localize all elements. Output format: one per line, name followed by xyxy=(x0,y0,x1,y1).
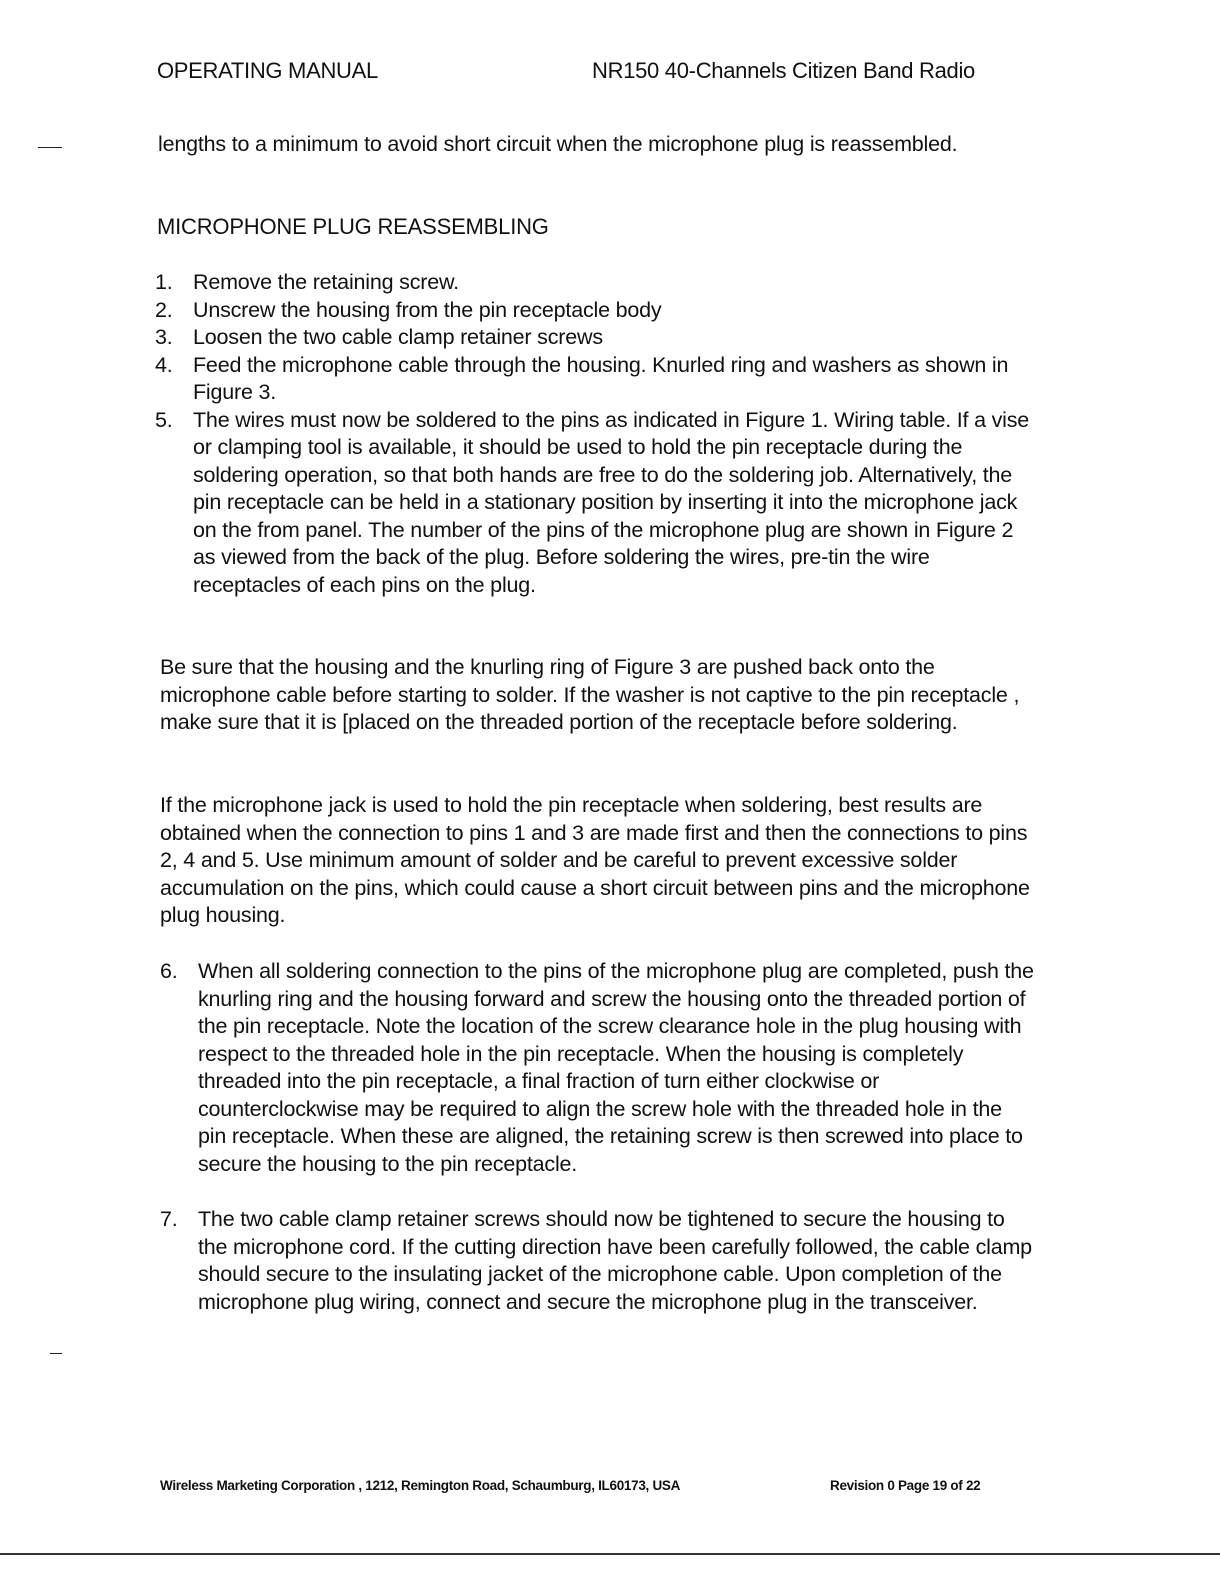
header-product: NR150 40-Channels Citizen Band Radio xyxy=(592,58,975,83)
header-title: OPERATING MANUAL xyxy=(157,58,378,83)
step-text: Remove the retaining screw. xyxy=(193,270,459,294)
step-text: Feed the microphone cable through the housing. Knurled ring and washers as shown in Figure 3. xyxy=(193,352,1009,404)
section-title: MICROPHONE PLUG REASSEMBLING xyxy=(157,214,549,239)
list-item xyxy=(155,324,1035,352)
step-text: Unscrew the housing from the pin receptacle body xyxy=(193,297,662,322)
step-number: 6. xyxy=(160,959,178,983)
footer-page-number: Revision 0 Page 19 of 22 xyxy=(830,1478,981,1493)
margin-mark xyxy=(50,1353,62,1354)
paragraph-housing: Be sure that the housing and the knurling ring of Figure 3 are pushed back onto the microphone cable before starting to solder. If the washer is not captive to the pin receptacle , make sure that it is [placed on the threaded portion of the receptacle before soldering. xyxy=(160,655,1020,734)
steps-list-1 xyxy=(155,269,1035,599)
step-number: 1. xyxy=(155,270,173,294)
step-text: The wires must now be soldered to the pins as indicated in Figure 1. Wiring table. If a vise or clamping tool is available, it should be used to hold the pin receptacle during the soldering operation, so that both hands are free to do the soldering job. Alternatively, the pin receptacle can be held in a stationary position by inserting it into the microphone jack on the from panel. The number of the pins of the microphone plug are shown in Figure 2 as viewed from the back of the plug. Before soldering the wires, pre-tin the wire receptacles of each pins on the plug. xyxy=(193,407,1030,597)
step-text: Loosen the two cable clamp retainer screws xyxy=(193,325,603,349)
list-item xyxy=(160,958,1035,1178)
margin-mark xyxy=(38,147,62,148)
intro-paragraph: lengths to a minimum to avoid short circuit when the microphone plug is reassembled. xyxy=(158,132,958,156)
list-item xyxy=(155,297,1035,325)
list-item xyxy=(155,352,1035,407)
step-number: 4. xyxy=(155,352,173,377)
footer-company: Wireless Marketing Corporation , 1212, Remington Road, Schaumburg, IL60173, USA xyxy=(160,1478,681,1493)
step-number: 5. xyxy=(155,407,173,432)
step-text: When all soldering connection to the pins of the microphone plug are completed, push the knurling ring and the housing forward and screw the housing onto the threaded portion of the pin receptacle. Note the location of the screw clearance hole in the plug housing with respect to the threaded hole in the pin receptacle. When the housing is completely threaded into the pin receptacle, a final fraction of turn either clockwise or counterclockwise may be required to align the screw hole with the threaded hole in the pin receptacle. When these are aligned, the retaining screw is then screwed into place to secure the housing to the pin receptacle. xyxy=(198,959,1034,1176)
list-item xyxy=(155,269,1035,297)
step-number: 2. xyxy=(155,297,173,322)
bottom-rule xyxy=(0,1553,1220,1555)
list-item xyxy=(155,407,1035,600)
step-number: 3. xyxy=(155,325,173,349)
list-item xyxy=(160,1206,1035,1316)
step-text: The two cable clamp retainer screws should now be tightened to secure the housing to the microphone cord. If the cutting direction have been carefully followed, the cable clamp should secure to the insulating jacket of the microphone cable. Upon completion of the microphone plug wiring, connect and secure the microphone plug in the transceiver. xyxy=(198,1207,1032,1314)
paragraph-soldering: If the microphone jack is used to hold the pin receptacle when soldering, best results are obtained when the connection to pins 1 and 3 are made first and then the connections to pins 2, 4 and 5. Use minimum amount of solder and be careful to prevent excessive solder accumulation on the pins, which could cause a short circuit between pins and the microphone plug housing. xyxy=(160,793,1030,927)
steps-list-2 xyxy=(160,958,1035,1344)
step-number: 7. xyxy=(160,1207,178,1231)
